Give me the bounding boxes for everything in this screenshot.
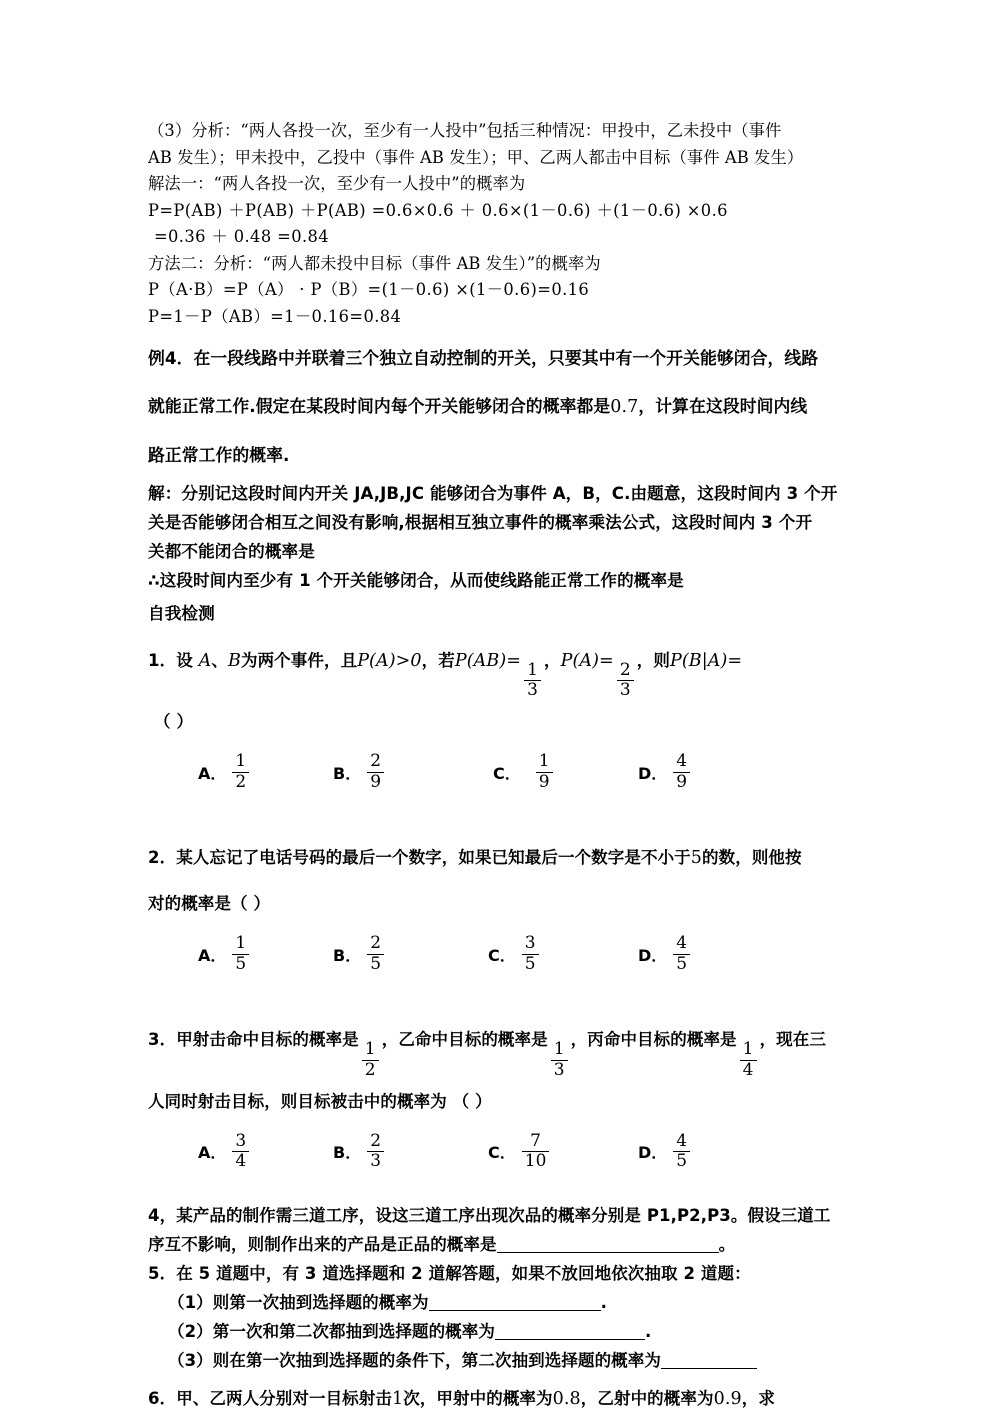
example-4-block [148,334,855,479]
question-5-sub-3-text: 则在第一次抽到选择题的条件下，第二次抽到选择题的概率为 [212,1350,661,1370]
solution-block-part3 [148,118,855,330]
example-4-line-2 [148,382,855,431]
question-3-fraction-3 [740,1041,757,1079]
question-5-sub-3-label: （3） [168,1350,213,1370]
question-1-eq1-fraction [524,659,541,701]
question-2-value: 5 [690,848,703,869]
question-5-sub-1 [148,1288,855,1317]
question-4-text-2-post: 。 [718,1234,736,1254]
question-6-number: 6． [148,1388,177,1408]
option-label: C． [493,763,521,783]
example-4-probability-value: 0.7 [610,397,639,417]
fraction-numerator: 3 [524,933,536,954]
question-3-seg-2: ，乙命中目标的概率是 [381,1030,548,1050]
question-3-number: 3． [148,1030,177,1050]
option-label: A． [198,763,227,783]
question-1-text-p6: ，则 [636,651,670,670]
fraction-numerator: 1 [527,659,538,680]
question-3-seg-3: ，丙命中目标的概率是 [570,1030,737,1050]
question-6-line-1 [148,1384,855,1414]
question-4-text-1: 某产品的制作需三道工序，设这三道工序出现次品的概率分别是 P1,P2,P3。假设三道工 [176,1205,831,1225]
question-1-option-c[interactable] [493,753,556,791]
question-1-answer-paren: （ ） [154,712,194,732]
fraction-denominator: 5 [367,954,384,973]
question-1-text-p3: 为两个事件，且 [240,651,358,670]
option-fraction [673,753,690,791]
question-4-text-2-pre: 序互不影响，则制作出来的产品是正品的概率是 [148,1234,497,1254]
question-1-text-p1: 设 [176,651,193,670]
fraction-numerator: 4 [676,1130,688,1151]
question-2-option-c[interactable] [488,935,542,973]
question-5-sub-2-label: （2） [168,1321,213,1341]
question-3 [148,1017,855,1194]
question-6 [148,1384,855,1414]
question-1-text-p2: 、 [211,651,229,670]
question-1-option-b[interactable] [333,753,387,791]
question-3-option-b[interactable] [333,1130,387,1172]
question-5-sub-2-blank[interactable] [495,1339,645,1340]
question-4-line-1 [148,1201,855,1230]
question-6-value-2: 0.8 [552,1388,581,1409]
fraction-numerator: 1 [538,751,550,772]
question-6-seg-4: ，求 [741,1388,775,1408]
solution-line-3: 解法一：“两人各投一次，至少有一人投中”的概率为 [148,174,526,193]
self-test-heading: 自我检测 [148,604,215,623]
question-5-stem-text: 在 5 道题中，有 3 道选择题和 2 道解答题，如果不放回地依次抽取 2 道题： [176,1263,751,1283]
fraction-denominator: 3 [524,680,541,699]
fraction-denominator: 5 [673,1151,690,1170]
fraction-denominator: 4 [232,1151,249,1170]
option-fraction [232,1130,249,1172]
question-1-eq1-lhs: P(AB)= [454,651,522,671]
option-fraction [536,753,553,791]
question-5-sub-1-post: . [600,1292,607,1312]
question-5-sub-1-text: 则第一次抽到选择题的概率为 [212,1292,429,1312]
example-4-line-2-post: ，计算在这段时间内线 [638,396,808,416]
solution-line-1: （3）分析：“两人各投一次，至少有一人投中”包括三种情况：甲投中，乙未投中（事件 [148,121,782,140]
question-1-eq3-lhs: P(B|A)= [669,651,743,671]
question-1-eq2-fraction [617,659,634,701]
fraction-numerator: 7 [530,1130,541,1151]
question-6-seg-1: 甲、乙两人分别对一目标射击 [176,1388,392,1408]
fraction-numerator: 2 [370,751,382,772]
spacer [148,821,855,835]
question-3-fraction-2 [551,1041,568,1079]
question-3-seg-4: ，现在三 [759,1030,826,1050]
fraction-denominator: 5 [232,954,249,973]
question-1-stem [148,638,855,699]
option-label: B． [333,945,362,965]
example-4-solution-line-3: 关都不能闭合的概率是 [148,542,315,561]
spacer [148,1003,855,1017]
option-label: C． [488,1143,516,1163]
solution-line-2: AB 发生）；甲未投中，乙投中（事件 AB 发生）；甲、乙两人都击中目标（事件 AB 发生） [148,147,804,167]
solution-line-6: 方法二：分析：“两人都未投中目标（事件 AB 发生）”的概率为 [148,253,601,273]
question-2-option-a[interactable] [198,935,252,973]
question-2-line-2: 对的概率是（ ） [148,894,271,914]
question-3-line-2: 人同时射击目标，则目标被击中的概率为 （ ） [148,1091,492,1111]
solution-line-7: P（A·B）=P（A） · P（B）=(1－0.6) ×(1－0.6)=0.16 [148,280,590,299]
example-4-solution-line-4: ∴这段时间内至少有 1 个开关能够闭合，从而使线路能正常工作的概率是 [148,571,684,590]
fraction-denominator: 3 [617,680,634,699]
option-fraction [522,1130,550,1172]
question-6-value-3: 0.9 [713,1388,742,1409]
question-5-number: 5． [148,1263,177,1283]
fraction-denominator: 5 [522,954,539,973]
question-2 [148,835,855,997]
question-2-option-d[interactable] [638,935,693,973]
question-3-option-d[interactable] [638,1130,693,1172]
question-2-option-b[interactable] [333,935,387,973]
fraction-denominator: 4 [740,1060,757,1079]
option-label: D． [638,1143,668,1163]
option-label: B． [333,763,362,783]
fraction-numerator: 4 [676,751,688,772]
fraction-numerator: 1 [235,933,247,954]
fraction-denominator: 10 [522,1151,550,1170]
question-5-sub-3 [148,1346,855,1375]
question-3-seg-1: 甲射击命中目标的概率是 [176,1030,359,1050]
fraction-numerator: 2 [619,659,631,680]
question-5-sub-3-blank[interactable] [661,1368,757,1369]
question-1-text-p4: ，若 [421,651,455,670]
question-5-stem [148,1259,855,1288]
example-4-solution [148,479,855,595]
question-1-option-d[interactable] [638,753,693,791]
question-4-number: 4， [148,1205,177,1225]
solution-line-4: P=P(AB) ＋P(AB) ＋P(AB) =0.6×0.6 ＋ 0.6×(1－0.6) ＋(1－0.6) ×0.6 [148,200,728,220]
question-5-sub-1-blank[interactable] [429,1310,601,1311]
question-3-line-1 [148,1017,855,1078]
option-fraction [673,935,690,973]
question-1-condition: P(A)>0 [357,651,422,671]
question-6-value-1: 1 [392,1388,404,1409]
solution-line-5: =0.36 ＋ 0.48 =0.84 [154,227,330,246]
question-1 [148,638,855,815]
question-4-answer-blank[interactable] [497,1252,719,1253]
fraction-numerator: 2 [370,1130,382,1151]
example-4-solution-line-1: 解：分别记这段时间内开关 JA,JB,JC 能够闭合为事件 A，B，C.由题意，这段时间内 3 个开 [148,484,838,503]
question-1-option-a[interactable] [198,753,252,791]
fraction-numerator: 1 [364,1039,376,1060]
spacer [148,629,855,638]
question-5-sub-1-label: （1） [168,1292,213,1312]
example-4-line-2-pre: 就能正常工作.假定在某段时间内每个开关能够闭合的概率都是 [148,396,611,416]
option-label: D． [638,945,668,965]
question-1-text-p5: ， [543,651,561,670]
fraction-denominator: 3 [367,1151,384,1170]
question-4 [148,1201,855,1259]
question-5-sub-2 [148,1317,855,1346]
option-label: A． [198,1143,227,1163]
question-5 [148,1259,855,1375]
option-label: A． [198,945,227,965]
question-2-text-pre: 某人忘记了电话号码的最后一个数字，如果已知最后一个数字是不小于 [176,848,691,868]
example-4-line-3: 路正常工作的概率. [148,445,290,465]
question-4-line-2 [148,1230,855,1259]
fraction-numerator: 3 [235,1130,247,1151]
option-label: C． [488,945,516,965]
example-4-solution-line-2: 关是否能够闭合相互之间没有影响,根据相互独立事件的概率乘法公式，这段时间内 3 个开 [148,513,813,532]
fraction-numerator: 1 [235,751,247,772]
fraction-numerator: 1 [553,1039,565,1060]
option-fraction [367,753,384,791]
solution-line-8: P=1－P（AB）=1－0.16=0.84 [148,306,402,326]
fraction-numerator: 1 [742,1039,754,1060]
example-4-line-1: 例4．在一段线路中并联着三个独立自动控制的开关，只要其中有一个开关能够闭合，线路 [148,348,819,368]
fraction-denominator: 2 [232,772,249,791]
question-2-options [148,935,855,997]
question-3-option-a[interactable] [198,1130,252,1172]
fraction-denominator: 9 [536,772,553,791]
question-3-fraction-1 [362,1041,379,1079]
question-3-option-c[interactable] [488,1130,552,1172]
question-3-options [148,1130,855,1195]
option-fraction [232,753,249,791]
question-2-line-1 [148,835,855,881]
question-2-number: 2． [148,848,177,868]
option-label: D． [638,763,668,783]
fraction-denominator: 9 [367,772,384,791]
question-1-eq2-lhs: P(A)= [560,651,614,671]
option-fraction [673,1130,690,1172]
question-1-var-a: A [198,651,212,671]
fraction-denominator: 9 [673,772,690,791]
option-fraction [367,935,384,973]
question-2-text-post: 的数，则他按 [702,848,802,868]
fraction-denominator: 2 [362,1060,379,1079]
option-fraction [232,935,249,973]
fraction-numerator: 2 [370,933,382,954]
fraction-denominator: 3 [551,1060,568,1079]
question-1-number: 1． [148,651,177,670]
spacer [148,1375,855,1384]
option-fraction [522,935,539,973]
option-fraction [367,1130,384,1172]
question-1-options [148,753,855,815]
fraction-denominator: 5 [673,954,690,973]
question-5-sub-2-post: . [644,1321,652,1341]
question-1-var-b: B [228,651,241,671]
question-6-seg-3: ，乙射中的概率为 [580,1388,714,1408]
fraction-numerator: 4 [676,933,688,954]
option-label: B． [333,1143,362,1163]
question-5-sub-2-text: 第一次和第二次都抽到选择题的概率为 [212,1321,495,1341]
question-6-seg-2: 次，甲射中的概率为 [403,1388,553,1408]
